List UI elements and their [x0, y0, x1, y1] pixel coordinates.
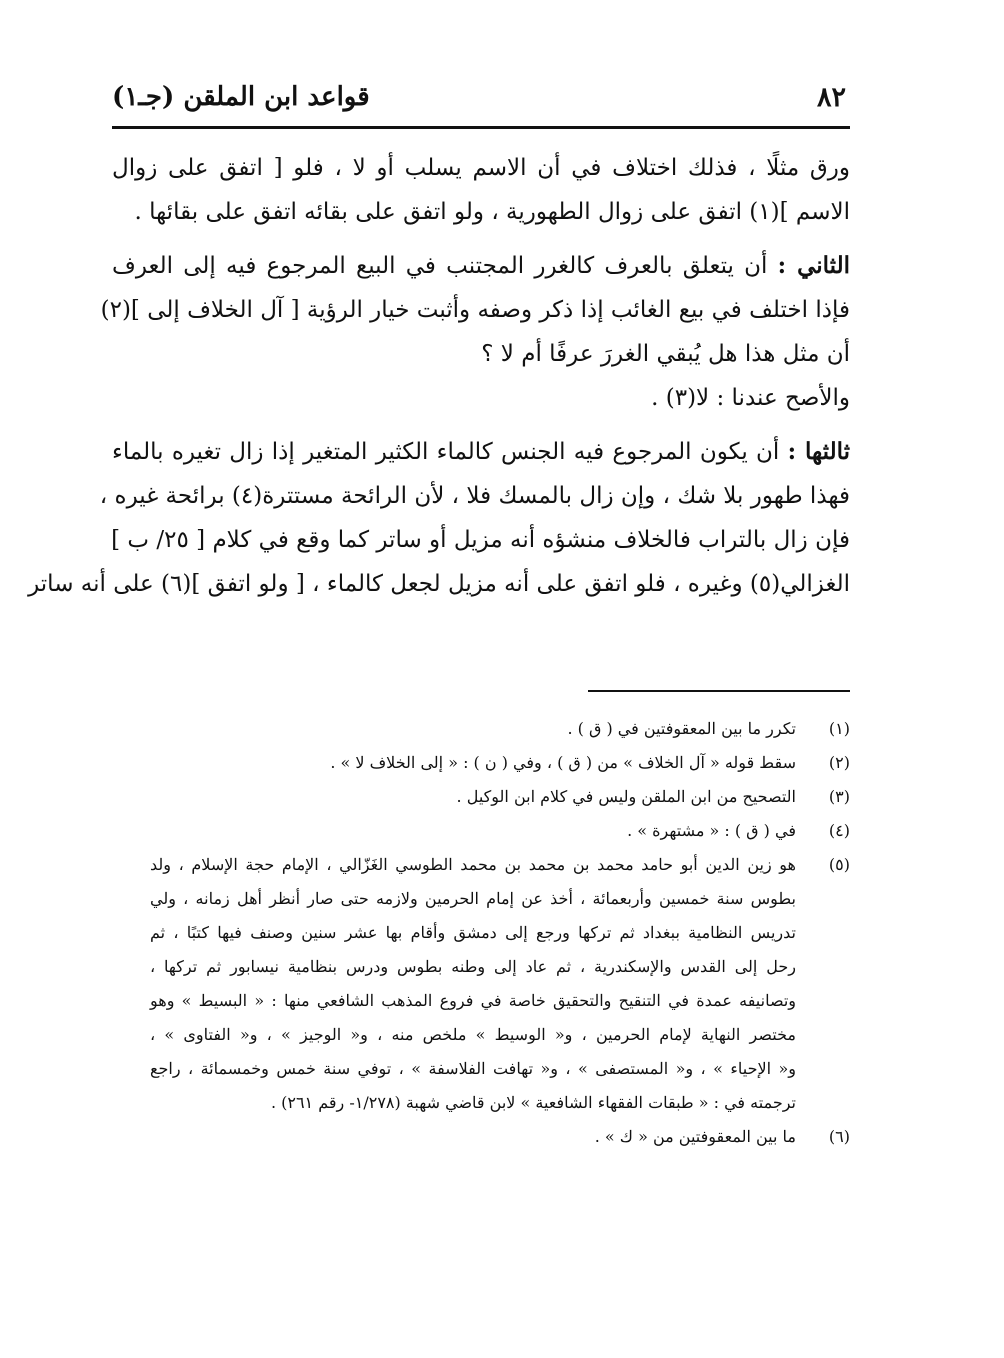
paragraph-4 [28, 432, 850, 608]
text-line [112, 246, 850, 290]
footnote-line: تكرر ما بين المعقوفتين في ( ق ) . [567, 719, 796, 738]
footnote-number: (٢) [828, 753, 850, 772]
book-title: قواعد ابن الملقن (جـ١) [112, 82, 370, 112]
footnote-line: و« الإحياء » ، و« المستصفى » ، و« تهافت الفلاسفة » ، توفي سنة خمس وخمسمائة ، راجع [150, 1059, 796, 1078]
footnote-5 [150, 848, 850, 1120]
paragraph-lead: ثالثها : [787, 438, 850, 465]
text-line: الغزالي(٥) وغيره ، فلو اتفق على أنه مزيل لجعل كالماء ، [ ولو اتفق ](٦) على أنه ساتر [28, 571, 850, 597]
footnote-line: وتصانيفه عمدة في التنقيح والتحقيق خاصة في فروع المذهب الشافعي منها : « البسيط » وهو [150, 991, 796, 1010]
page-header [112, 70, 850, 129]
footnote-line: ما بين المعقوفتين من « ك » . [594, 1127, 796, 1146]
text-line: فهذا طهور بلا شك ، وإن زال بالمسك فلا ، لأن الرائحة مستترة(٤) برائحة غيره ، [99, 483, 850, 509]
footnote-number: (٦) [828, 1127, 850, 1146]
paragraph-2 [100, 246, 850, 378]
footnote-line: تدريس النظامية ببغداد ثم تركها ورجع إلى دمشق وأقام بها عشر سنين وصنف فيها كتبًا ، ثم [150, 923, 796, 942]
footnote-6 [150, 1120, 850, 1154]
text-line: فإذا اختلف في بيع الغائب إذا ذكر وصفه وأثبت خيار الرؤية [ آل الخلاف إلى ](٢) [100, 297, 850, 323]
main-text [28, 148, 850, 608]
text-line: والأصح عندنا : لا(٣) . [651, 385, 850, 411]
footnote-4 [150, 814, 850, 848]
footnote-line: رحل إلى القدس والإسكندرية ، ثم عاد إلى وطنه بطوس ودرس بنظامية نيسابور ثم تركها ، [150, 957, 796, 976]
footnote-line: هو زين الدين أبو حامد محمد بن محمد بن محمد الطوسي الغَزّالي ، الإمام حجة الإسلام ، ولد [150, 855, 796, 874]
paragraph-3 [112, 378, 850, 422]
footnote-2 [150, 746, 850, 780]
footnotes [150, 712, 850, 1154]
text-line [112, 432, 850, 476]
text-line: فإن زال بالتراب فالخلاف منشؤه أنه مزيل أو ساتر كما وقع في كلام [ ٢٥/ ب ] [111, 527, 850, 553]
text-line: الاسم ](١) اتفق على زوال الطهورية ، ولو اتفق على بقائه اتفق على بقائها . [134, 199, 850, 225]
page-number: ٨٢ [816, 82, 846, 113]
text-run: أن يتعلق بالعرف كالغرر المجتنب في البيع المرجوع فيه إلى العرف [112, 253, 778, 279]
footnote-number: (٤) [828, 821, 850, 840]
text-line: ورق مثلًا ، فذلك اختلاف في أن الاسم يسلب أو لا ، فلو [ اتفق على زوال [112, 155, 850, 181]
footnote-number: (١) [828, 719, 850, 738]
footnote-3 [150, 780, 850, 814]
footnote-separator [588, 690, 850, 692]
footnote-line: بطوس سنة خمسين وأربعمائة ، أخذ عن إمام الحرمين ولازمه حتى صار أنظر أهل زمانه ، ولي [150, 889, 796, 908]
footnote-number: (٥) [828, 855, 850, 874]
footnote-line: ترجمته في : « طبقات الفقهاء الشافعية » لابن قاضي شهبة (١/٢٧٨- رقم ٢٦١) . [270, 1093, 796, 1112]
footnote-line: التصحيح من ابن الملقن وليس في كلام ابن الوكيل . [456, 787, 796, 806]
footnote-1 [150, 712, 850, 746]
text-line: أن مثل هذا هل يُبقي الغررَ عرفًا أم لا ؟ [481, 341, 850, 367]
footnote-line: مختصر النهاية لإمام الحرمين ، و« الوسيط » ملخص منه ، و« الوجيز » ، و« الفتاوى » ، [150, 1025, 796, 1044]
text-run: أن يكون المرجوع فيه الجنس كالماء الكثير المتغير إذا زال تغيره بالماء [112, 439, 788, 465]
paragraph-lead: الثاني : [777, 252, 850, 279]
footnote-line: سقط قوله « آل الخلاف » من ( ق ) ، وفي ( ن ) : « إلى الخلاف لا » . [330, 753, 796, 772]
footnote-number: (٣) [828, 787, 850, 806]
footnote-line: في ( ق ) : « مشتهرة » . [627, 821, 796, 840]
paragraph-1 [112, 148, 850, 236]
